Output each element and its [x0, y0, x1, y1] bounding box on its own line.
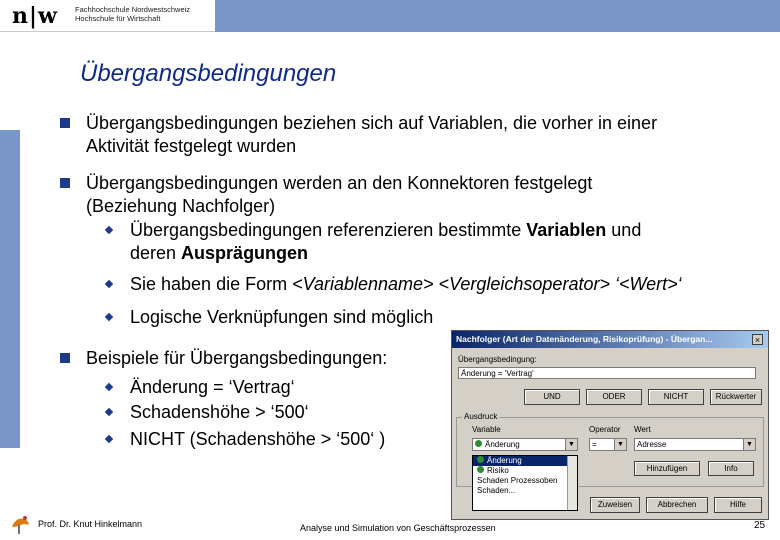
- header-band: [215, 0, 780, 32]
- bullet-square-icon: [60, 178, 70, 188]
- bullet-diamond-icon: [105, 313, 113, 321]
- bullet-diamond-icon: [105, 280, 113, 288]
- oder-button[interactable]: ODER: [586, 389, 642, 405]
- bullet-2: [86, 172, 592, 218]
- dialog-title: Nachfolger (Art der Datenänderung, Risikoprüfung) - Übergan...: [452, 331, 768, 348]
- list-item[interactable]: [473, 486, 577, 496]
- footer-author: Prof. Dr. Knut Hinkelmann: [38, 519, 143, 529]
- info-button[interactable]: Info: [708, 461, 754, 476]
- condition-field[interactable]: Änderung = 'Vertrag': [458, 367, 756, 379]
- sub-a-text2: und: [606, 220, 642, 240]
- group-label: Ausdruck: [464, 412, 498, 421]
- variable-dropdown-list[interactable]: [472, 455, 578, 511]
- option-label: Schaden Prozessoben: [477, 476, 558, 485]
- page-title: Übergangsbedingungen: [80, 60, 337, 87]
- variable-value: Änderung: [485, 440, 520, 449]
- sub-bullet-logic: Logische Verknüpfungen sind möglich: [130, 307, 434, 327]
- logo: n|w: [12, 3, 58, 29]
- bullet-square-icon: [60, 353, 70, 363]
- value-select[interactable]: [634, 438, 756, 451]
- variable-label: Variable: [472, 425, 501, 434]
- bullet-1-line2: Aktivität festgelegt wurden: [86, 136, 297, 156]
- variable-item-icon: [475, 440, 482, 447]
- list-item-selected[interactable]: [473, 456, 577, 466]
- cancel-button[interactable]: Abbrechen: [646, 497, 708, 513]
- example-2: Schadenshöhe > ‘500‘: [130, 402, 309, 422]
- footer-course: Analyse und Simulation von Geschäftsprozessen: [300, 523, 496, 533]
- variable-item-icon: [477, 456, 484, 463]
- chevron-down-icon[interactable]: ▼: [565, 439, 577, 450]
- bullet-square-icon: [60, 118, 70, 128]
- example-1: Änderung = ‘Vertrag‘: [130, 377, 295, 397]
- bullet-diamond-icon: [105, 226, 113, 234]
- operator-select[interactable]: [589, 438, 627, 451]
- left-accent-bar: [0, 130, 20, 448]
- option-label: Änderung: [487, 456, 522, 465]
- sub-a-bold2: Ausprägungen: [181, 243, 309, 263]
- variable-item-icon: [477, 466, 484, 473]
- operator-value: =: [592, 440, 597, 449]
- sub-bullet-variables: [130, 219, 641, 265]
- close-icon[interactable]: ×: [752, 334, 763, 345]
- bullet-2-line1: Übergangsbedingungen werden an den Konnektoren festgelegt: [86, 173, 593, 193]
- condition-label: Übergangsbedingung:: [458, 355, 537, 364]
- list-item[interactable]: [473, 476, 577, 486]
- variable-select[interactable]: [472, 438, 578, 451]
- back-button[interactable]: Rückwerter: [710, 389, 762, 405]
- dialog-window: [451, 330, 769, 520]
- sub-a-text3: deren: [130, 243, 182, 263]
- sub-bullet-form: [130, 273, 682, 296]
- footer-logo-icon: [10, 513, 32, 535]
- bullet-2-line2: (Beziehung Nachfolger): [86, 196, 276, 216]
- chevron-down-icon[interactable]: ▼: [743, 439, 755, 450]
- footer-page-number: 25: [754, 520, 766, 531]
- operator-label: Operator: [589, 425, 621, 434]
- chevron-down-icon[interactable]: ▼: [614, 439, 626, 450]
- bullet-diamond-icon: [105, 383, 113, 391]
- sub-a-text1: Übergangsbedingungen referenzieren bestimmte: [130, 220, 527, 240]
- assign-button[interactable]: Zuweisen: [590, 497, 640, 513]
- bullet-diamond-icon: [105, 435, 113, 443]
- nicht-button[interactable]: NICHT: [648, 389, 704, 405]
- option-label: Schaden...: [477, 486, 516, 495]
- value-value: Adresse: [637, 440, 667, 449]
- add-button[interactable]: Hinzufügen: [634, 461, 700, 476]
- logo-line2: Hochschule für Wirtschaft: [75, 14, 161, 23]
- und-button[interactable]: UND: [524, 389, 580, 405]
- value-label: Wert: [634, 425, 651, 434]
- sub-b-text: Sie haben die Form: [130, 274, 293, 294]
- bullet-1: [86, 112, 657, 158]
- bullet-1-line1: Übergangsbedingungen beziehen sich auf Variablen, die vorher in einer: [86, 113, 658, 133]
- sub-b-italic: <Variablenname> <Vergleichsoperator> ‘<Wert>‘: [292, 274, 682, 294]
- example-3: NICHT (Schadenshöhe > ‘500‘ ): [130, 429, 386, 449]
- bullet-3: Beispiele für Übergangsbedingungen:: [86, 348, 388, 368]
- logo-line1: Fachhochschule Nordwestschweiz: [75, 5, 191, 14]
- list-item[interactable]: [473, 466, 577, 476]
- option-label: Risiko: [487, 466, 509, 475]
- bullet-diamond-icon: [105, 408, 113, 416]
- scrollbar[interactable]: [567, 456, 577, 510]
- sub-a-bold1: Variablen: [526, 220, 607, 240]
- header-divider: [0, 31, 215, 32]
- logo-text: [75, 5, 190, 23]
- help-button[interactable]: Hilfe: [714, 497, 762, 513]
